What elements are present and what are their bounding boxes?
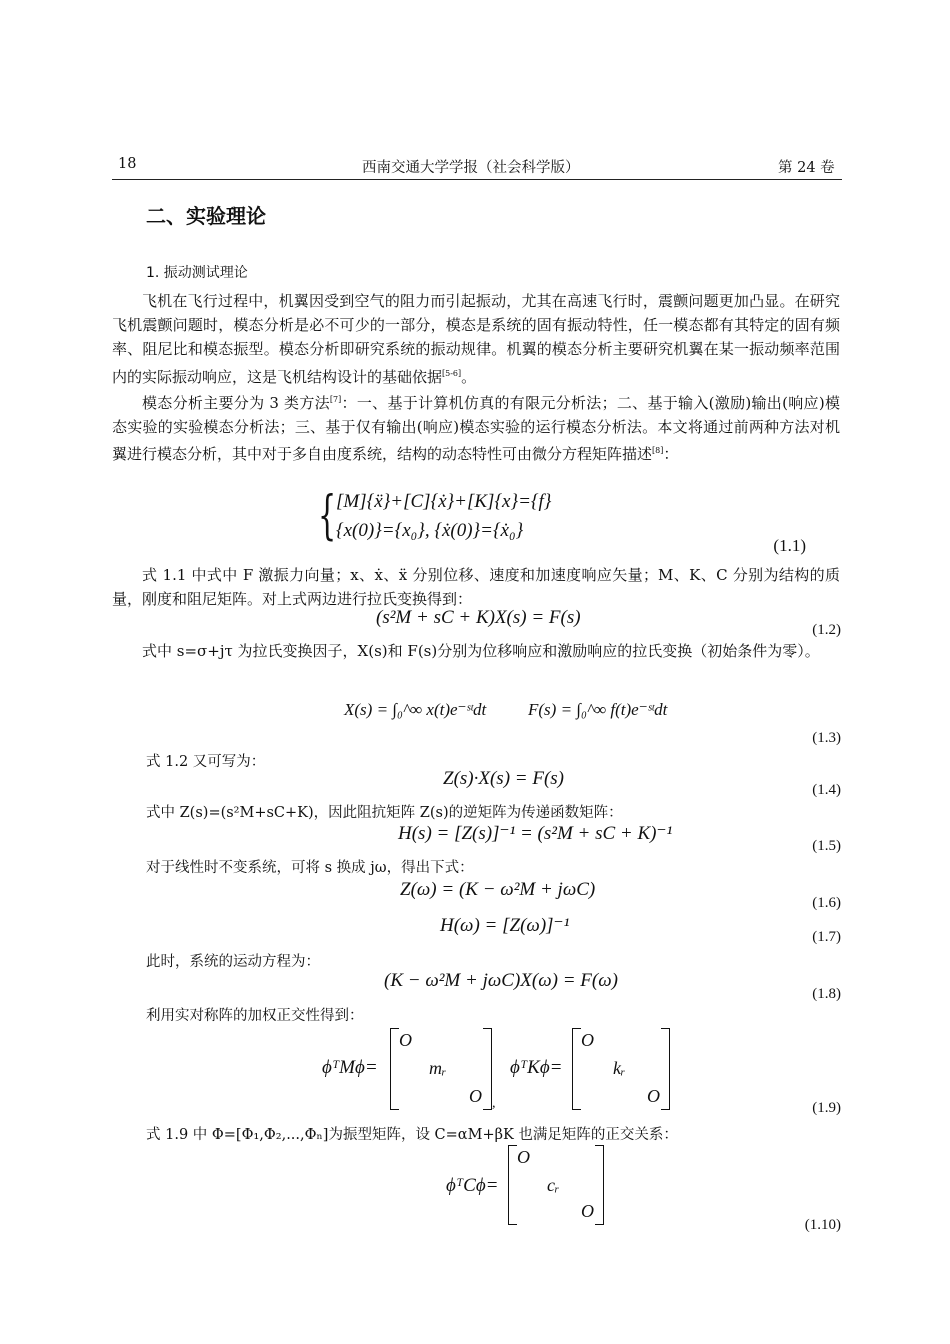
matrix-element: O bbox=[647, 1086, 660, 1106]
matrix-diagonal-element: mᵣ bbox=[429, 1058, 447, 1078]
matrix-element: O bbox=[469, 1086, 482, 1106]
text-line-1-7: 此时，系统的运动方程为： bbox=[146, 954, 320, 970]
paragraph-4: 式中 s=σ+jτ 为拉氏变换因子，X(s)和 F(s)分别为位移响应和激励响应的拉氏变换（初始条件为零）。 bbox=[142, 642, 820, 660]
equation-1-8: (K − ω²M + jωC)X(ω) = F(ω) bbox=[384, 970, 618, 991]
equation-comma: , bbox=[492, 1096, 496, 1111]
equation-1-3a: X(s) = ∫₀^∞ x(t)e⁻ˢᵗdt bbox=[344, 700, 487, 719]
paragraph-2-text-b: ：一、基于计算机仿真的有限元分析法；二、基于输入(激励)输出(响应)模态实验的实验模态分析法；三、基于仅有输出(响应)模态实验的运行模态分析法。本文将通过前两种方法对机翼进行模态分析，其中对于多自由度系统，结构的动态特性可由微分方程矩阵描述 bbox=[112, 394, 840, 464]
citation-5-6[interactable]: [5-6] bbox=[442, 368, 462, 378]
matrix-mass bbox=[390, 1028, 492, 1110]
equation-1-1-line2: {x(0)}={x₀}, {ẋ(0)}={ẋ₀} bbox=[336, 520, 524, 541]
text-line-1-9: 式 1.9 中 Φ=[Φ₁,Φ₂,...,Φₙ]为振型矩阵，设 C=αM+βK 也满足矩阵的正交关系： bbox=[146, 1127, 678, 1143]
eq-number-1-6: (1.6) bbox=[812, 895, 841, 911]
journal-name: 西南交通大学学报（社会科学版） bbox=[362, 160, 580, 176]
paragraph-2-text-a: 模态分析主要分为 3 类方法 bbox=[142, 394, 330, 412]
section-title: 二、实验理论 bbox=[146, 204, 266, 228]
equation-1-4: Z(s)·X(s) = F(s) bbox=[443, 768, 564, 789]
equation-1-10-lhs: ϕᵀCϕ= bbox=[446, 1175, 499, 1196]
eq-number-1-2: (1.2) bbox=[812, 622, 841, 638]
volume-label: 第 24 卷 bbox=[778, 160, 835, 176]
equation-1-3b: F(s) = ∫₀^∞ f(t)e⁻ˢᵗdt bbox=[528, 700, 668, 719]
text-line-1-2: 式 1.2 又可写为： bbox=[146, 754, 266, 770]
matrix-damping bbox=[508, 1145, 604, 1225]
equation-brace: { bbox=[318, 486, 337, 546]
equation-1-1-line1: [M]{ẍ}+[C]{ẋ}+[K]{x}={f} bbox=[336, 491, 552, 512]
equation-1-9a-lhs: ϕᵀMϕ= bbox=[322, 1057, 378, 1078]
eq-number-1-5: (1.5) bbox=[812, 838, 841, 854]
eq-number-1-1: (1.1) bbox=[773, 536, 806, 555]
eq-number-1-3: (1.3) bbox=[812, 730, 841, 746]
equation-1-7: H(ω) = [Z(ω)]⁻¹ bbox=[440, 915, 570, 936]
eq-number-1-7: (1.7) bbox=[812, 929, 841, 945]
paragraph-1-end: 。 bbox=[461, 367, 477, 386]
eq-number-1-4: (1.4) bbox=[812, 782, 841, 798]
matrix-stiffness bbox=[572, 1028, 670, 1110]
equation-1-9b-lhs: ϕᵀKϕ= bbox=[510, 1057, 563, 1078]
eq-number-1-9: (1.9) bbox=[812, 1100, 841, 1116]
subsection-title: 1. 振动测试理论 bbox=[146, 265, 248, 281]
text-line-1-5: 对于线性时不变系统，可将 s 换成 jω，得出下式： bbox=[146, 860, 474, 876]
citation-7[interactable]: [7] bbox=[329, 395, 342, 404]
matrix-diagonal-element: cᵣ bbox=[547, 1175, 560, 1195]
paragraph-2 bbox=[112, 388, 840, 467]
citation-8[interactable]: [8] bbox=[652, 446, 664, 456]
paragraph-1 bbox=[112, 289, 840, 389]
equation-1-2: (s²M + sC + K)X(s) = F(s) bbox=[376, 607, 581, 628]
eq-number-1-8: (1.8) bbox=[812, 986, 841, 1002]
paragraph-2-end: ： bbox=[663, 445, 679, 464]
equation-1-5: H(s) = [Z(s)]⁻¹ = (s²M + sC + K)⁻¹ bbox=[398, 823, 673, 844]
text-line-1-8: 利用实对称阵的加权正交性得到： bbox=[146, 1008, 364, 1024]
paragraph-1-text: 飞机在飞行过程中，机翼因受到空气的阻力而引起振动，尤其在高速飞行时，震颤问题更加凸显。在研究飞机震颤问题时，模态分析是必不可少的一部分，模态是系统的固有振动特性，任一模态都有其特定的固有频率、阻尼比和模态振型。模态分析即研究系统的振动规律。机翼的模态分析主要研究机翼在某一振动频率范围内的实际振动响应，这是飞机结构设计的基础依据 bbox=[112, 292, 840, 386]
matrix-element: O bbox=[517, 1147, 530, 1167]
matrix-element: O bbox=[581, 1030, 594, 1050]
matrix-diagonal-element: kᵣ bbox=[613, 1058, 626, 1078]
matrix-element: O bbox=[581, 1201, 594, 1221]
page-number: 18 bbox=[118, 156, 137, 172]
text-line-1-4: 式中 Z(s)=(s²M+sC+K)，因此阻抗矩阵 Z(s)的逆矩阵为传递函数矩阵： bbox=[146, 805, 623, 821]
equation-1-6: Z(ω) = (K − ω²M + jωC) bbox=[400, 879, 596, 900]
paragraph-3: 式 1.1 中式中 F 激振力向量；x、ẋ、ẍ 分别位移、速度和加速度响应矢量；M、K、C 分别为结构的质量，刚度和阻尼矩阵。对上式两边进行拉氏变换得到： bbox=[112, 566, 840, 609]
eq-number-1-10: (1.10) bbox=[804, 1217, 841, 1233]
header-rule bbox=[112, 179, 842, 180]
matrix-element: O bbox=[399, 1030, 412, 1050]
